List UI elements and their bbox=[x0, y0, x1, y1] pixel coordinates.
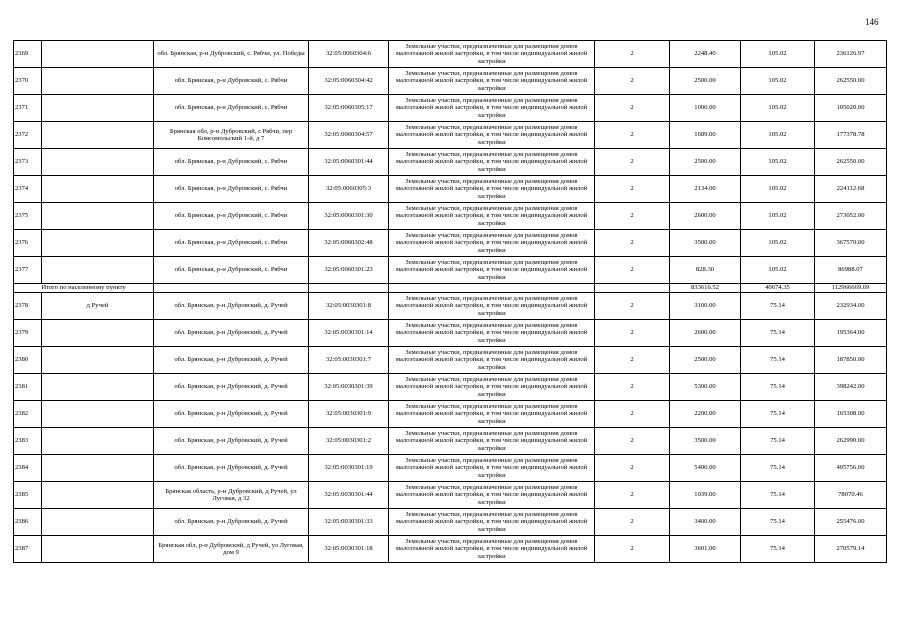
cadastral-number-cell: 32:05:0060305:17 bbox=[309, 95, 389, 122]
category-code-cell: 2 bbox=[595, 347, 670, 374]
specific-value-cell: 105.02 bbox=[741, 230, 815, 257]
cadastral-value-cell: 270579.14 bbox=[815, 536, 887, 563]
row-number-cell: 2370 bbox=[14, 68, 42, 95]
cadastral-value-cell: 177378.78 bbox=[815, 122, 887, 149]
land-registry-table bbox=[13, 40, 887, 563]
category-code-cell: 2 bbox=[595, 455, 670, 482]
cadastral-value-cell: 262550.00 bbox=[815, 149, 887, 176]
specific-value-cell: 105.02 bbox=[741, 257, 815, 284]
total-empty-cell bbox=[309, 284, 389, 293]
land-use-type-cell: Земельные участки, предназначенные для размещения домов малоэтажной жилой застройки, в том числе индивидуальной жилой застройки bbox=[389, 230, 595, 257]
address-cell: обл. Брянская, р-н Дубровский, с. Рябчи bbox=[154, 68, 309, 95]
row-number-cell: 2382 bbox=[14, 401, 42, 428]
land-use-type-cell: Земельные участки, предназначенные для размещения домов малоэтажной жилой застройки, в том числе индивидуальной жилой застройки bbox=[389, 257, 595, 284]
land-use-type-cell: Земельные участки, предназначенные для размещения домов малоэтажной жилой застройки, в том числе индивидуальной жилой застройки bbox=[389, 41, 595, 68]
area-cell: 2500.00 bbox=[670, 149, 741, 176]
land-use-type-cell: Земельные участки, предназначенные для размещения домов малоэтажной жилой застройки, в том числе индивидуальной жилой застройки bbox=[389, 347, 595, 374]
category-code-cell: 2 bbox=[595, 230, 670, 257]
land-use-type-cell: Земельные участки, предназначенные для размещения домов малоэтажной жилой застройки, в том числе индивидуальной жилой застройки bbox=[389, 203, 595, 230]
specific-value-cell: 105.02 bbox=[741, 68, 815, 95]
row-number-cell: 2379 bbox=[14, 320, 42, 347]
total-cadastral-value: 112966669.69 bbox=[815, 284, 887, 293]
locality-cell bbox=[42, 230, 154, 257]
category-code-cell: 2 bbox=[595, 374, 670, 401]
locality-cell bbox=[42, 149, 154, 176]
locality-cell bbox=[42, 428, 154, 455]
table-row bbox=[14, 536, 887, 563]
category-code-cell: 2 bbox=[595, 41, 670, 68]
specific-value-cell: 75.14 bbox=[741, 428, 815, 455]
table-row bbox=[14, 293, 887, 320]
row-number-cell: 2387 bbox=[14, 536, 42, 563]
area-cell: 2200.00 bbox=[670, 401, 741, 428]
locality-cell bbox=[42, 320, 154, 347]
row-number-cell: 2376 bbox=[14, 230, 42, 257]
specific-value-cell: 75.14 bbox=[741, 455, 815, 482]
cadastral-value-cell: 367570.00 bbox=[815, 230, 887, 257]
specific-value-cell: 105.02 bbox=[741, 95, 815, 122]
address-cell: обл. Брянская, р-н Дубровский, с. Рябчи, ул. Победы bbox=[154, 41, 309, 68]
total-empty-cell bbox=[595, 284, 670, 293]
specific-value-cell: 75.14 bbox=[741, 536, 815, 563]
address-cell: обл. Брянская, р-н Дубровский, д. Ручей bbox=[154, 320, 309, 347]
cadastral-number-cell: 32:05:0030301:18 bbox=[309, 536, 389, 563]
area-cell: 3100.00 bbox=[670, 293, 741, 320]
table-row bbox=[14, 68, 887, 95]
area-cell: 1039.00 bbox=[670, 482, 741, 509]
specific-value-cell: 75.14 bbox=[741, 293, 815, 320]
area-cell: 5300.00 bbox=[670, 374, 741, 401]
category-code-cell: 2 bbox=[595, 482, 670, 509]
address-cell: Брянская обл, р-н Дубровский, д Ручей, ул Луговая, дом 9 bbox=[154, 536, 309, 563]
locality-cell bbox=[42, 401, 154, 428]
locality-cell bbox=[42, 536, 154, 563]
category-code-cell: 2 bbox=[595, 293, 670, 320]
land-use-type-cell: Земельные участки, предназначенные для размещения домов малоэтажной жилой застройки, в том числе индивидуальной жилой застройки bbox=[389, 95, 595, 122]
page-number: 146 bbox=[865, 17, 879, 27]
address-cell: обл. Брянская, р-н Дубровский, д. Ручей bbox=[154, 347, 309, 374]
locality-total-row bbox=[14, 284, 887, 293]
cadastral-number-cell: 32:05:0030301:33 bbox=[309, 509, 389, 536]
cadastral-value-cell: 165308.00 bbox=[815, 401, 887, 428]
land-use-type-cell: Земельные участки, предназначенные для размещения домов малоэтажной жилой застройки, в том числе индивидуальной жилой застройки bbox=[389, 482, 595, 509]
locality-cell bbox=[42, 122, 154, 149]
cadastral-number-cell: 32:05:0060304:6 bbox=[309, 41, 389, 68]
address-cell: обл. Брянская, р-н Дубровский, с. Рябчи bbox=[154, 176, 309, 203]
land-use-type-cell: Земельные участки, предназначенные для размещения домов малоэтажной жилой застройки, в том числе индивидуальной жилой застройки bbox=[389, 293, 595, 320]
address-cell: обл. Брянская, р-н Дубровский, с. Рябчи bbox=[154, 230, 309, 257]
address-cell: обл. Брянская, р-н Дубровский, с. Рябчи bbox=[154, 149, 309, 176]
category-code-cell: 2 bbox=[595, 149, 670, 176]
locality-cell bbox=[42, 482, 154, 509]
specific-value-cell: 75.14 bbox=[741, 347, 815, 374]
specific-value-cell: 75.14 bbox=[741, 320, 815, 347]
table-row bbox=[14, 401, 887, 428]
specific-value-cell: 75.14 bbox=[741, 401, 815, 428]
table-row bbox=[14, 203, 887, 230]
cadastral-value-cell: 255476.00 bbox=[815, 509, 887, 536]
address-cell: обл. Брянская, р-н Дубровский, д. Ручей bbox=[154, 293, 309, 320]
specific-value-cell: 75.14 bbox=[741, 509, 815, 536]
row-number-cell: 2374 bbox=[14, 176, 42, 203]
total-empty-cell bbox=[389, 284, 595, 293]
cadastral-value-cell: 262990.00 bbox=[815, 428, 887, 455]
row-number-cell: 2378 bbox=[14, 293, 42, 320]
address-cell: Брянская обл, р-н Дубровский, с Рябчи, пер Комсомольский 1-й, д 7 bbox=[154, 122, 309, 149]
cadastral-value-cell: 236126.97 bbox=[815, 41, 887, 68]
row-number-cell: 2383 bbox=[14, 428, 42, 455]
cadastral-number-cell: 32:05:0060305:3 bbox=[309, 176, 389, 203]
address-cell: обл. Брянская, р-н Дубровский, д. Ручей bbox=[154, 509, 309, 536]
cadastral-number-cell: 32:05:0030301:14 bbox=[309, 320, 389, 347]
table-row bbox=[14, 455, 887, 482]
cadastral-value-cell: 262550.00 bbox=[815, 68, 887, 95]
address-cell: обл. Брянская, р-н Дубровский, д. Ручей bbox=[154, 428, 309, 455]
cadastral-number-cell: 32:05:0030301:9 bbox=[309, 401, 389, 428]
area-cell: 3500.00 bbox=[670, 230, 741, 257]
locality-cell bbox=[42, 257, 154, 284]
area-cell: 1689.00 bbox=[670, 122, 741, 149]
land-use-type-cell: Земельные участки, предназначенные для размещения домов малоэтажной жилой застройки, в том числе индивидуальной жилой застройки bbox=[389, 428, 595, 455]
cadastral-number-cell: 32:05:0060301:30 bbox=[309, 203, 389, 230]
locality-cell bbox=[42, 455, 154, 482]
land-use-type-cell: Земельные участки, предназначенные для размещения домов малоэтажной жилой застройки, в том числе индивидуальной жилой застройки bbox=[389, 536, 595, 563]
specific-value-cell: 75.14 bbox=[741, 374, 815, 401]
category-code-cell: 2 bbox=[595, 95, 670, 122]
category-code-cell: 2 bbox=[595, 401, 670, 428]
cadastral-value-cell: 398242.00 bbox=[815, 374, 887, 401]
locality-cell bbox=[42, 347, 154, 374]
specific-value-cell: 75.14 bbox=[741, 482, 815, 509]
specific-value-cell: 105.02 bbox=[741, 176, 815, 203]
address-cell: обл. Брянская, р-н Дубровский, д. Ручей bbox=[154, 455, 309, 482]
table-row bbox=[14, 320, 887, 347]
cadastral-number-cell: 32:05:0060301:44 bbox=[309, 149, 389, 176]
table-row bbox=[14, 428, 887, 455]
land-use-type-cell: Земельные участки, предназначенные для размещения домов малоэтажной жилой застройки, в том числе индивидуальной жилой застройки bbox=[389, 509, 595, 536]
specific-value-cell: 105.02 bbox=[741, 149, 815, 176]
specific-value-cell: 105.02 bbox=[741, 41, 815, 68]
locality-cell bbox=[42, 68, 154, 95]
cadastral-value-cell: 224112.68 bbox=[815, 176, 887, 203]
row-number-cell: 2373 bbox=[14, 149, 42, 176]
cadastral-value-cell: 405756.00 bbox=[815, 455, 887, 482]
area-cell: 5400.00 bbox=[670, 455, 741, 482]
area-cell: 2134.00 bbox=[670, 176, 741, 203]
land-use-type-cell: Земельные участки, предназначенные для размещения домов малоэтажной жилой застройки, в том числе индивидуальной жилой застройки bbox=[389, 149, 595, 176]
land-use-type-cell: Земельные участки, предназначенные для размещения домов малоэтажной жилой застройки, в том числе индивидуальной жилой застройки bbox=[389, 122, 595, 149]
area-cell: 3500.00 bbox=[670, 428, 741, 455]
locality-name: д Ручей bbox=[42, 293, 154, 320]
category-code-cell: 2 bbox=[595, 203, 670, 230]
row-number-cell: 2369 bbox=[14, 41, 42, 68]
area-cell: 2600.00 bbox=[670, 320, 741, 347]
area-cell: 3601.00 bbox=[670, 536, 741, 563]
specific-value-cell: 105.02 bbox=[741, 203, 815, 230]
cadastral-number-cell: 32:05:0030301:44 bbox=[309, 482, 389, 509]
locality-cell bbox=[42, 203, 154, 230]
land-use-type-cell: Земельные участки, предназначенные для размещения домов малоэтажной жилой застройки, в том числе индивидуальной жилой застройки bbox=[389, 401, 595, 428]
land-use-type-cell: Земельные участки, предназначенные для размещения домов малоэтажной жилой застройки, в том числе индивидуальной жилой застройки bbox=[389, 176, 595, 203]
row-number-cell: 2377 bbox=[14, 257, 42, 284]
cadastral-number-cell: 32:05:0060304:42 bbox=[309, 68, 389, 95]
table-row bbox=[14, 176, 887, 203]
cadastral-value-cell: 86988.07 bbox=[815, 257, 887, 284]
total-empty-cell bbox=[154, 284, 309, 293]
table-row bbox=[14, 122, 887, 149]
table-row bbox=[14, 230, 887, 257]
row-number-cell: 2375 bbox=[14, 203, 42, 230]
row-number-cell: 2380 bbox=[14, 347, 42, 374]
row-number-cell: 2381 bbox=[14, 374, 42, 401]
total-label: Итого по населенному пункту bbox=[14, 284, 154, 293]
cadastral-value-cell: 105020.00 bbox=[815, 95, 887, 122]
category-code-cell: 2 bbox=[595, 122, 670, 149]
cadastral-value-cell: 195364.00 bbox=[815, 320, 887, 347]
cadastral-number-cell: 32:05:0030301:39 bbox=[309, 374, 389, 401]
category-code-cell: 2 bbox=[595, 176, 670, 203]
locality-cell bbox=[42, 374, 154, 401]
row-number-cell: 2371 bbox=[14, 95, 42, 122]
row-number-cell: 2384 bbox=[14, 455, 42, 482]
cadastral-value-cell: 273052.00 bbox=[815, 203, 887, 230]
category-code-cell: 2 bbox=[595, 428, 670, 455]
land-use-type-cell: Земельные участки, предназначенные для размещения домов малоэтажной жилой застройки, в том числе индивидуальной жилой застройки bbox=[389, 374, 595, 401]
locality-cell bbox=[42, 176, 154, 203]
category-code-cell: 2 bbox=[595, 257, 670, 284]
table-row bbox=[14, 41, 887, 68]
registry-body bbox=[14, 41, 887, 563]
cadastral-value-cell: 232934.00 bbox=[815, 293, 887, 320]
area-cell: 2600.00 bbox=[670, 203, 741, 230]
cadastral-number-cell: 32:05:0030301:8 bbox=[309, 293, 389, 320]
cadastral-value-cell: 187850.00 bbox=[815, 347, 887, 374]
address-cell: обл. Брянская, р-н Дубровский, д. Ручей bbox=[154, 374, 309, 401]
area-cell: 1000.00 bbox=[670, 95, 741, 122]
table-row bbox=[14, 149, 887, 176]
cadastral-number-cell: 32:05:0060301:23 bbox=[309, 257, 389, 284]
table-row bbox=[14, 509, 887, 536]
land-use-type-cell: Земельные участки, предназначенные для размещения домов малоэтажной жилой застройки, в том числе индивидуальной жилой застройки bbox=[389, 455, 595, 482]
cadastral-number-cell: 32:05:0030301:2 bbox=[309, 428, 389, 455]
locality-cell bbox=[42, 95, 154, 122]
address-cell: обл. Брянская, р-н Дубровский, д. Ручей bbox=[154, 401, 309, 428]
address-cell: обл. Брянская, р-н Дубровский, с. Рябчи bbox=[154, 95, 309, 122]
address-cell: обл. Брянская, р-н Дубровский, с. Рябчи bbox=[154, 203, 309, 230]
cadastral-number-cell: 32:05:0030301:19 bbox=[309, 455, 389, 482]
area-cell: 2500.00 bbox=[670, 347, 741, 374]
table-row bbox=[14, 482, 887, 509]
cadastral-value-cell: 78070.46 bbox=[815, 482, 887, 509]
area-cell: 2248.40 bbox=[670, 41, 741, 68]
category-code-cell: 2 bbox=[595, 536, 670, 563]
total-specific-value: 40674.35 bbox=[741, 284, 815, 293]
total-area: 833616.52 bbox=[670, 284, 741, 293]
locality-cell bbox=[42, 41, 154, 68]
address-cell: Брянская область, р-н Дубровский, д Ручей, ул Луговая, д 32 bbox=[154, 482, 309, 509]
locality-cell bbox=[42, 509, 154, 536]
table-row bbox=[14, 347, 887, 374]
area-cell: 2500.00 bbox=[670, 68, 741, 95]
category-code-cell: 2 bbox=[595, 509, 670, 536]
category-code-cell: 2 bbox=[595, 320, 670, 347]
area-cell: 828.30 bbox=[670, 257, 741, 284]
specific-value-cell: 105.02 bbox=[741, 122, 815, 149]
table-row bbox=[14, 374, 887, 401]
table-row bbox=[14, 257, 887, 284]
cadastral-number-cell: 32:05:0030301:7 bbox=[309, 347, 389, 374]
cadastral-number-cell: 32:05:0060304:57 bbox=[309, 122, 389, 149]
area-cell: 3400.00 bbox=[670, 509, 741, 536]
land-use-type-cell: Земельные участки, предназначенные для размещения домов малоэтажной жилой застройки, в том числе индивидуальной жилой застройки bbox=[389, 320, 595, 347]
land-use-type-cell: Земельные участки, предназначенные для размещения домов малоэтажной жилой застройки, в том числе индивидуальной жилой застройки bbox=[389, 68, 595, 95]
table-row bbox=[14, 95, 887, 122]
cadastral-number-cell: 32:05:0060302:48 bbox=[309, 230, 389, 257]
address-cell: обл. Брянская, р-н Дубровский, с. Рябчи bbox=[154, 257, 309, 284]
category-code-cell: 2 bbox=[595, 68, 670, 95]
row-number-cell: 2386 bbox=[14, 509, 42, 536]
row-number-cell: 2385 bbox=[14, 482, 42, 509]
row-number-cell: 2372 bbox=[14, 122, 42, 149]
